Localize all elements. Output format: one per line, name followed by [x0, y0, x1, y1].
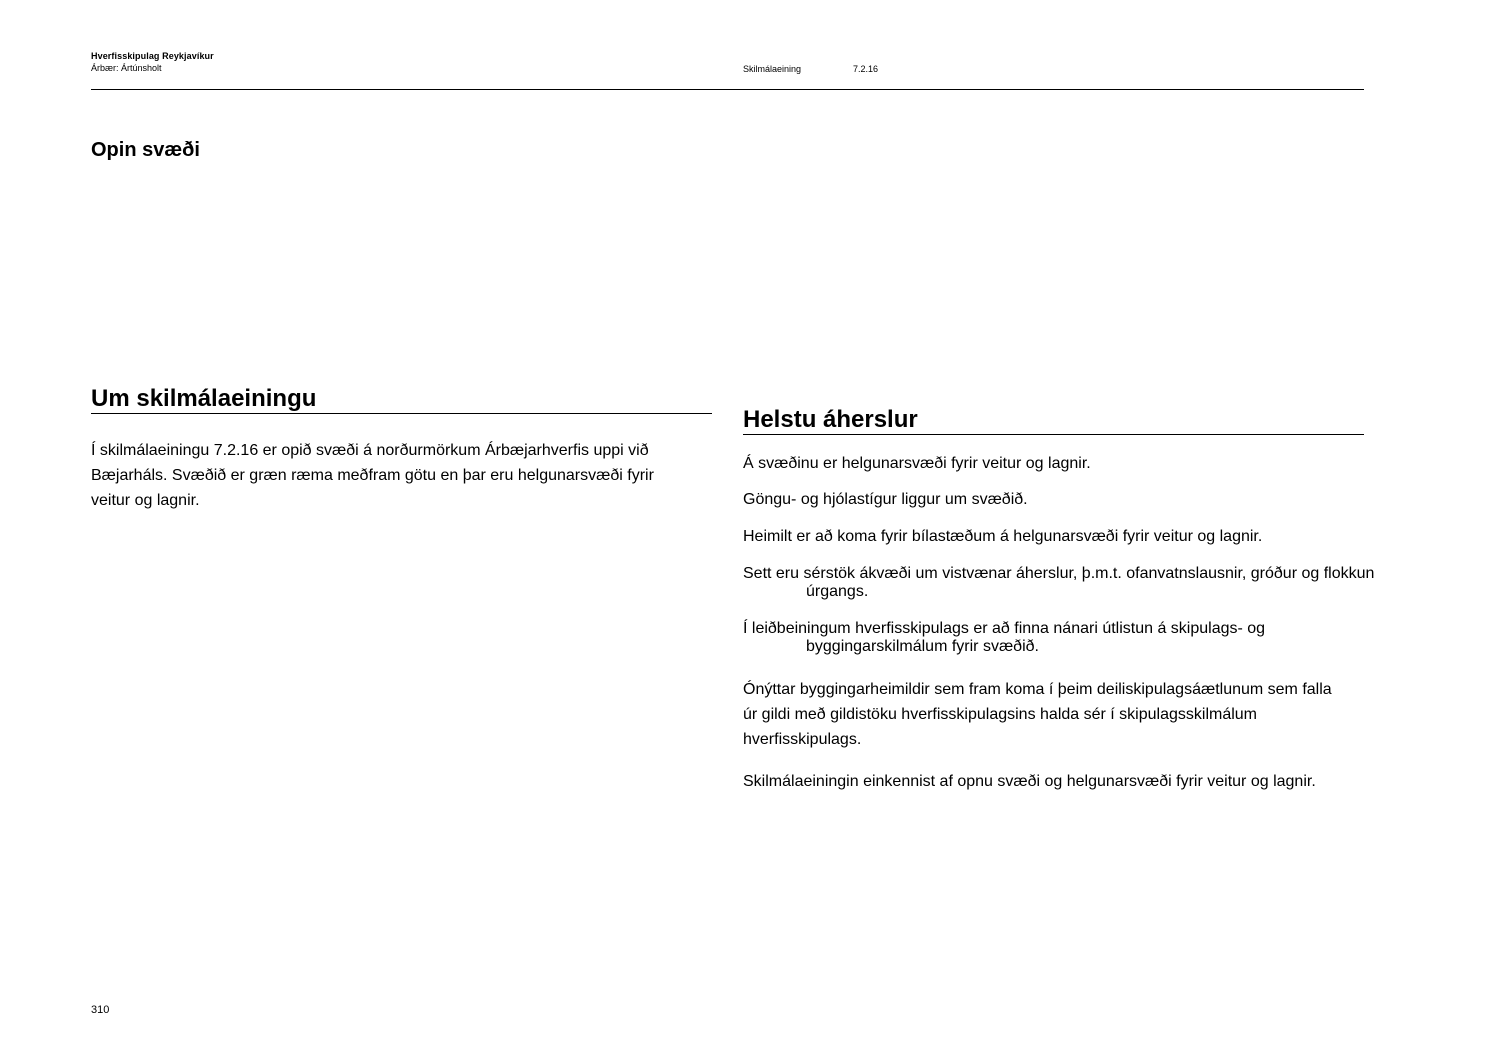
- unused-rights-paragraph: Ónýttar byggingarheimildir sem fram koma í þeim deiliskipulagsáætlunum sem falla úr gildi með gildistöku hverfisskipulagsins halda sér í skipulagsskilmálum hverfisskipulags.: [743, 681, 1332, 748]
- unit-label: Skilmálaeining: [743, 64, 802, 74]
- document-subtitle: Árbær: Ártúnsholt: [91, 63, 162, 73]
- list-item: Í leiðbeiningum hverfisskipulags er að finna nánari útlistun á skipulags- og byggingarskilmálum fyrir svæðið.: [743, 620, 1266, 655]
- header-divider: [91, 89, 1364, 90]
- list-item: Sett eru sérstök ákvæði um vistvænar áherslur, þ.m.t. ofanvatnslausnir, gróður og flokkun úrgangs.: [743, 565, 1375, 600]
- unit-number: 7.2.16: [853, 64, 879, 74]
- section-title: Opin svæði: [91, 139, 200, 161]
- document-title: Hverfisskipulag Reykjavíkur: [91, 51, 214, 61]
- list-item: Heimilt er að koma fyrir bílastæðum á helgunarsvæði fyrir veitur og lagnir.: [743, 528, 1263, 545]
- page-number: 310: [91, 1004, 110, 1016]
- summary-paragraph: Skilmálaeiningin einkennist af opnu svæði og helgunarsvæði fyrir veitur og lagnir.: [743, 773, 1316, 790]
- list-item: Á svæðinu er helgunarsvæði fyrir veitur og lagnir.: [743, 455, 1091, 472]
- right-heading: Helstu áherslur: [743, 406, 1364, 435]
- left-intro-text: Í skilmálaeiningu 7.2.16 er opið svæði á norðurmörkum Árbæjarhverfis uppi við Bæjarháls. Svæðið er græn ræma meðfram götu en þar eru helgunarsvæði fyrir veitur og lagnir.: [91, 442, 654, 509]
- left-heading: Um skilmálaeiningu: [91, 385, 712, 414]
- list-item: Göngu- og hjólastígur liggur um svæðið.: [743, 491, 1028, 508]
